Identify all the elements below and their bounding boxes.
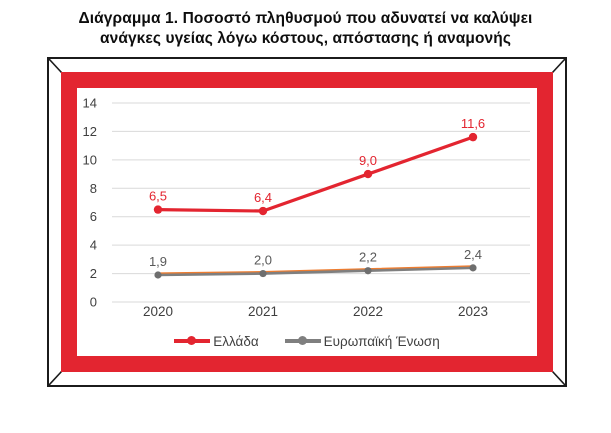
legend-marker-greece	[174, 339, 210, 343]
y-tick-label: 14	[82, 95, 97, 111]
data-label: 11,6	[460, 116, 486, 132]
y-tick-label: 12	[82, 123, 97, 139]
data-point	[364, 267, 371, 274]
data-label: 6,4	[253, 190, 273, 206]
chart-plot-area	[77, 88, 537, 356]
chart-title-line2: ανάγκες υγείας λόγω κόστους, απόστασης ή αναμονής	[99, 29, 511, 47]
data-label: 1,9	[148, 253, 168, 269]
data-point	[154, 205, 162, 213]
data-point	[469, 133, 477, 141]
legend-label-eu: Ευρωπαϊκή Ένωση	[323, 333, 440, 349]
y-tick-label: 2	[89, 266, 97, 282]
data-point	[469, 264, 476, 271]
chart-legend	[77, 332, 537, 350]
data-point	[154, 271, 161, 278]
chart-title-line1: Διάγραμμα 1. Ποσοστό πληθυσμού που αδυνατεί να καλύψει	[78, 10, 533, 27]
red-border-band	[61, 72, 553, 372]
x-tick-label: 2021	[247, 304, 279, 319]
legend-label-greece: Ελλάδα	[213, 333, 259, 349]
legend-item-greece	[174, 334, 258, 349]
y-tick-label: 8	[89, 180, 97, 196]
legend-marker-eu	[285, 339, 321, 343]
chart-svg	[77, 88, 537, 356]
picture-frame	[47, 57, 567, 387]
x-tick-label: 2022	[352, 304, 384, 319]
data-label: 2,4	[463, 246, 483, 262]
data-label: 6,5	[148, 188, 168, 204]
x-tick-label: 2023	[457, 304, 489, 319]
data-label: 2,0	[253, 252, 273, 268]
y-tick-label: 10	[82, 152, 97, 168]
y-tick-label: 6	[89, 209, 97, 225]
data-label: 2,2	[358, 249, 378, 265]
x-tick-label: 2020	[142, 304, 174, 319]
y-tick-label: 4	[89, 237, 97, 253]
data-point	[259, 207, 267, 215]
data-point	[364, 170, 372, 178]
chart-title	[0, 9, 611, 49]
data-label: 9,0	[358, 153, 378, 169]
legend-item-eu	[285, 334, 440, 349]
y-tick-label: 0	[89, 294, 97, 310]
series-line	[158, 137, 473, 211]
data-point	[259, 270, 266, 277]
